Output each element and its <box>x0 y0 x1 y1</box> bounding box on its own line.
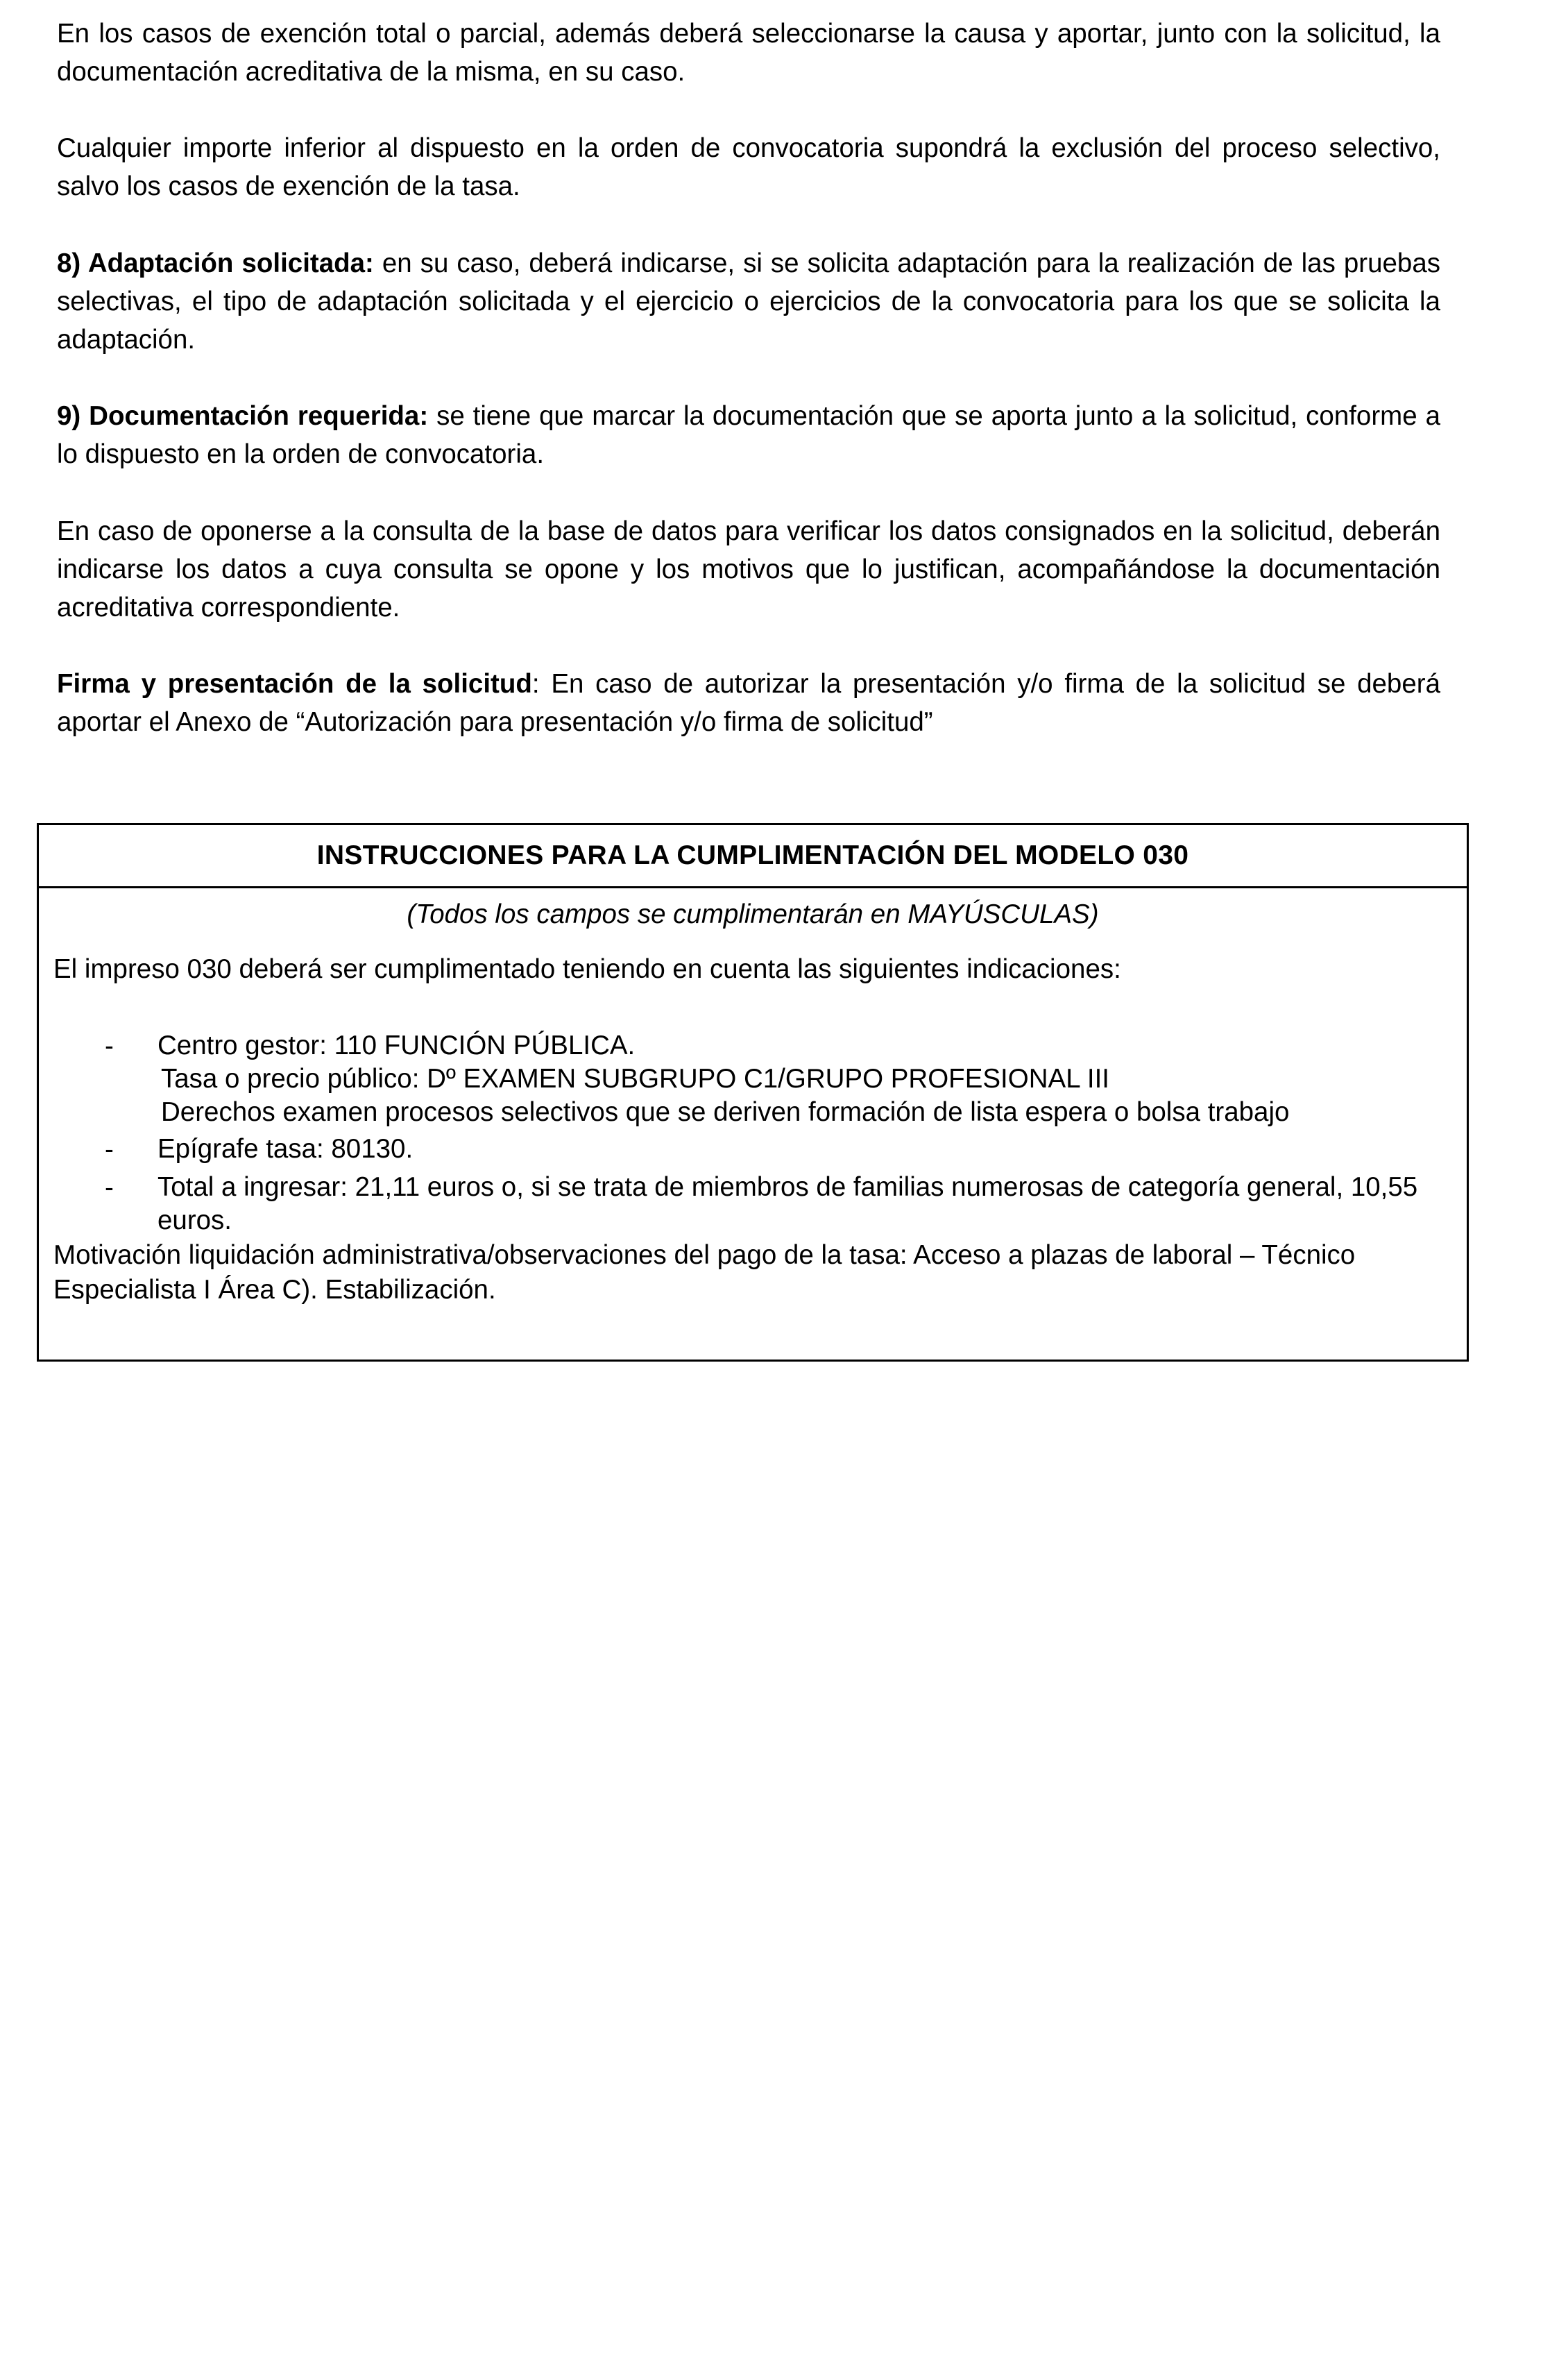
instructions-box <box>37 823 1469 1362</box>
list-item-total: Total a ingresar: 21,11 euros o, si se trata de miembros de familias numerosas de categoría general, 10,55 euros. <box>157 1172 1418 1235</box>
adaptation-paragraph <box>57 244 1440 359</box>
exemption-text: En los casos de exención total o parcial, además deberá seleccionarse la causa y aportar, junto con la solicitud, la documentación acreditativa de la misma, en su caso. <box>57 19 1440 87</box>
signature-text: : En caso de autorizar la presentación y/o firma de la solicitud se deberá aportar el Anexo de “Autorización para presentación y/o firma de solicitud” <box>57 669 1440 737</box>
amount-text: Cualquier importe inferior al dispuesto en la orden de convocatoria supondrá la exclusión del proceso selectivo, salvo los casos de exención de la tasa. <box>57 133 1440 201</box>
list-item-tasa: Tasa o precio público: Dº EXAMEN SUBGRUPO C1/GRUPO PROFESIONAL III <box>161 1064 1109 1094</box>
list-bullet: - <box>105 1173 114 1203</box>
opposition-text: En caso de oponerse a la consulta de la base de datos para verificar los datos consignados en la solicitud, deberán indicarse los datos a cuya consulta se opone y los motivos que lo justifican, acompañándose la documentación acreditativa correspondiente. <box>57 516 1440 623</box>
list-bullet: - <box>105 1031 114 1061</box>
motivation-line-1: Motivación liquidación administrativa/observaciones del pago de la tasa: Acceso a plazas de laboral – Técnico <box>53 1240 1356 1270</box>
list-item-epigrafe: Epígrafe tasa: 80130. <box>157 1134 414 1164</box>
list-item-centro-gestor: Centro gestor: 110 FUNCIÓN PÚBLICA. <box>157 1031 636 1060</box>
adaptation-heading: 8) Adaptación solicitada: <box>57 248 374 278</box>
signature-paragraph <box>57 665 1440 741</box>
instructions-intro: El impreso 030 deberá ser cumplimentado teniendo en cuenta las siguientes indicaciones: <box>53 954 1121 984</box>
list-bullet: - <box>105 1135 114 1165</box>
exemption-paragraph <box>57 15 1440 91</box>
instructions-subtitle: (Todos los campos se cumplimentarán en MAYÚSCULAS) <box>407 899 1099 929</box>
motivation-line-2: Especialista I Área C). Estabilización. <box>53 1275 496 1305</box>
instructions-title: INSTRUCCIONES PARA LA CUMPLIMENTACIÓN DEL MODELO 030 <box>39 825 1467 888</box>
documentation-paragraph <box>57 397 1440 473</box>
list-item-derechos: Derechos examen procesos selectivos que se deriven formación de lista espera o bolsa trabajo <box>161 1097 1290 1127</box>
documentation-heading: 9) Documentación requerida: <box>57 401 429 431</box>
signature-heading: Firma y presentación de la solicitud <box>57 669 532 699</box>
adaptation-text: en su caso, deberá indicarse, si se solicita adaptación para la realización de las pruebas selectivas, el tipo de adaptación solicitada y el ejercicio o ejercicios de la convocatoria para los que se solicita la adaptación. <box>57 248 1440 355</box>
amount-paragraph <box>57 129 1440 205</box>
opposition-paragraph <box>57 512 1440 627</box>
documentation-text: se tiene que marcar la documentación que se aporta junto a la solicitud, conforme a lo dispuesto en la orden de convocatoria. <box>57 401 1440 469</box>
